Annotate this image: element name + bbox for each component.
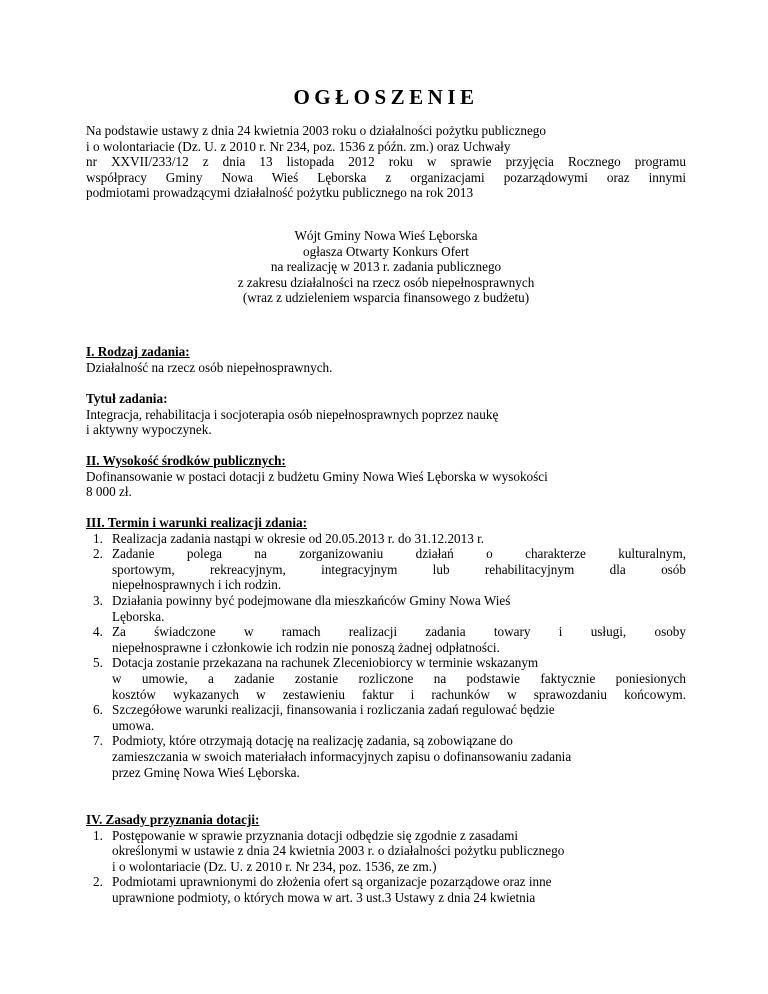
list-line: Podmiotami uprawnionymi do złożenia ofert są organizacje pozarządowe oraz inne (112, 874, 552, 890)
list-line: uprawnione podmioty, o których mowa w art. 3 ust.3 Ustawy z dnia 24 kwietnia (112, 889, 536, 905)
section-heading: Tytuł zadania: (86, 391, 168, 406)
intro-line: podmiotami prowadzącymi działalność pożytku publicznego na rok 2013 (86, 185, 474, 201)
section-text: Działalność na rzecz osób niepełnosprawnych. (86, 359, 333, 375)
list-number: 5. (93, 655, 103, 671)
list-item (86, 874, 686, 905)
section-heading: III. Termin i warunki realizacji zdania: (86, 515, 308, 530)
list-line: niepełnosprawnych i ich rodzin. (112, 577, 282, 593)
list-line: Realizacja zadania nastąpi w okresie od 20.05.2013 r. do 31.12.2013 r. (112, 530, 485, 546)
list-line: Szczegółowe warunki realizacji, finansowania i rozliczania zadań regulować będzie (112, 702, 555, 718)
list-item (86, 546, 686, 593)
announcement-block (86, 228, 686, 306)
section-text: i aktywny wypoczynek. (86, 422, 212, 438)
announcement-line: na realizację w 2013 r. zadania publicznego (270, 259, 502, 275)
section-terms (86, 515, 686, 780)
list-line: Postępowanie w sprawie przyznania dotacji odbędzie się zgodnie z zasadami (112, 827, 519, 843)
list-item (86, 702, 686, 733)
section-task-type (86, 344, 686, 375)
list-line: Lęborska. (112, 608, 165, 624)
list-line: w umowie, a zadanie zostanie rozliczone na podstawie faktycznie poniesionych (112, 670, 686, 686)
list-item (86, 733, 686, 780)
terms-list (86, 531, 686, 781)
section-heading: I. Rodzaj zadania: (86, 344, 190, 359)
list-item (86, 655, 686, 702)
list-line: umowa. (112, 717, 155, 733)
announcement-line: ogłasza Otwarty Konkurs Ofert (303, 243, 469, 259)
section-text: Dofinansowanie w postaci dotacji z budżetu Gminy Nowa Wieś Lęborska w wysokości (86, 468, 548, 484)
list-line: zamieszczania w swoich materiałach informacyjnych zapisu o dofinansowaniu zadania (112, 748, 572, 764)
document-title: OGŁOSZENIE (293, 85, 479, 109)
section-text: Integracja, rehabilitacja i socjoterapia osób niepełnosprawnych poprzez naukę (86, 406, 499, 422)
list-number: 3. (93, 592, 103, 608)
intro-paragraph (86, 123, 686, 201)
list-line: Dotacja zostanie przekazana na rachunek Zleceniobiorcy w terminie wskazanym (112, 655, 539, 671)
list-line: sportowym, rekreacyjnym, integracyjnym lub rehabilitacyjnym dla osób (112, 561, 686, 577)
list-line: Za świadczone w ramach realizacji zadania towary i usługi, osoby (112, 624, 686, 640)
list-line: przez Gminę Nowa Wieś Lęborska. (112, 764, 300, 780)
rules-list (86, 828, 686, 906)
announcement-line: z zakresu działalności na rzecz osób niepełnosprawnych (237, 274, 535, 290)
list-number: 1. (93, 530, 103, 546)
list-number: 4. (93, 624, 103, 640)
list-line: kosztów wykazanych w zestawieniu faktur i rachunków w sprawozdaniu końcowym. (112, 686, 686, 702)
list-number: 1. (93, 827, 103, 843)
list-number: 2. (93, 874, 103, 890)
section-task-title (86, 391, 686, 438)
list-line: i o wolontariacie (Dz. U. z 2010 r. Nr 234, poz. 1536, ze zm.) (112, 858, 437, 874)
list-line: określonymi w ustawie z dnia 24 kwietnia 2003 r. o działalności pożytku publicznego (112, 843, 565, 859)
intro-line: Na podstawie ustawy z dnia 24 kwietnia 2003 roku o działalności pożytku publicznego (86, 123, 546, 138)
list-item (86, 624, 686, 655)
list-line: Zadanie polega na zorganizowaniu działań o charakterze kulturalnym, (112, 546, 686, 562)
list-line: Podmioty, które otrzymają dotację na realizację zadania, są zobowiązane do (112, 733, 513, 749)
list-item (86, 593, 686, 624)
announcement-line: (wraz z udzieleniem wsparcia finansowego z budżetu) (242, 290, 530, 306)
section-heading: IV. Zasady przyznania dotacji: (86, 812, 260, 827)
section-text: 8 000 zł. (86, 484, 132, 500)
list-item (86, 828, 686, 875)
list-number: 7. (93, 733, 103, 749)
list-line: niepełnosprawne i członkowie ich rodzin nie ponoszą żadnej odpłatności. (112, 639, 500, 655)
list-item (86, 531, 686, 547)
intro-line: współpracy Gminy Nowa Wieś Lęborska z organizacjami pozarządowymi oraz innymi (86, 169, 686, 185)
section-rules (86, 812, 686, 906)
intro-line: i o wolontariacie (Dz. U. z 2010 r. Nr 234, poz. 1536 z późn. zm.) oraz Uchwały (86, 138, 511, 154)
list-number: 6. (93, 702, 103, 718)
intro-line: nr XXVII/233/12 z dnia 13 listopada 2012 roku w sprawie przyjęcia Rocznego programu (86, 154, 686, 170)
announcement-line: Wójt Gminy Nowa Wieś Lęborska (294, 228, 478, 243)
section-heading: II. Wysokość środków publicznych: (86, 453, 286, 468)
list-number: 2. (93, 546, 103, 562)
section-funds (86, 453, 686, 500)
list-line: Działania powinny być podejmowane dla mieszkańców Gminy Nowa Wieś (112, 592, 511, 608)
